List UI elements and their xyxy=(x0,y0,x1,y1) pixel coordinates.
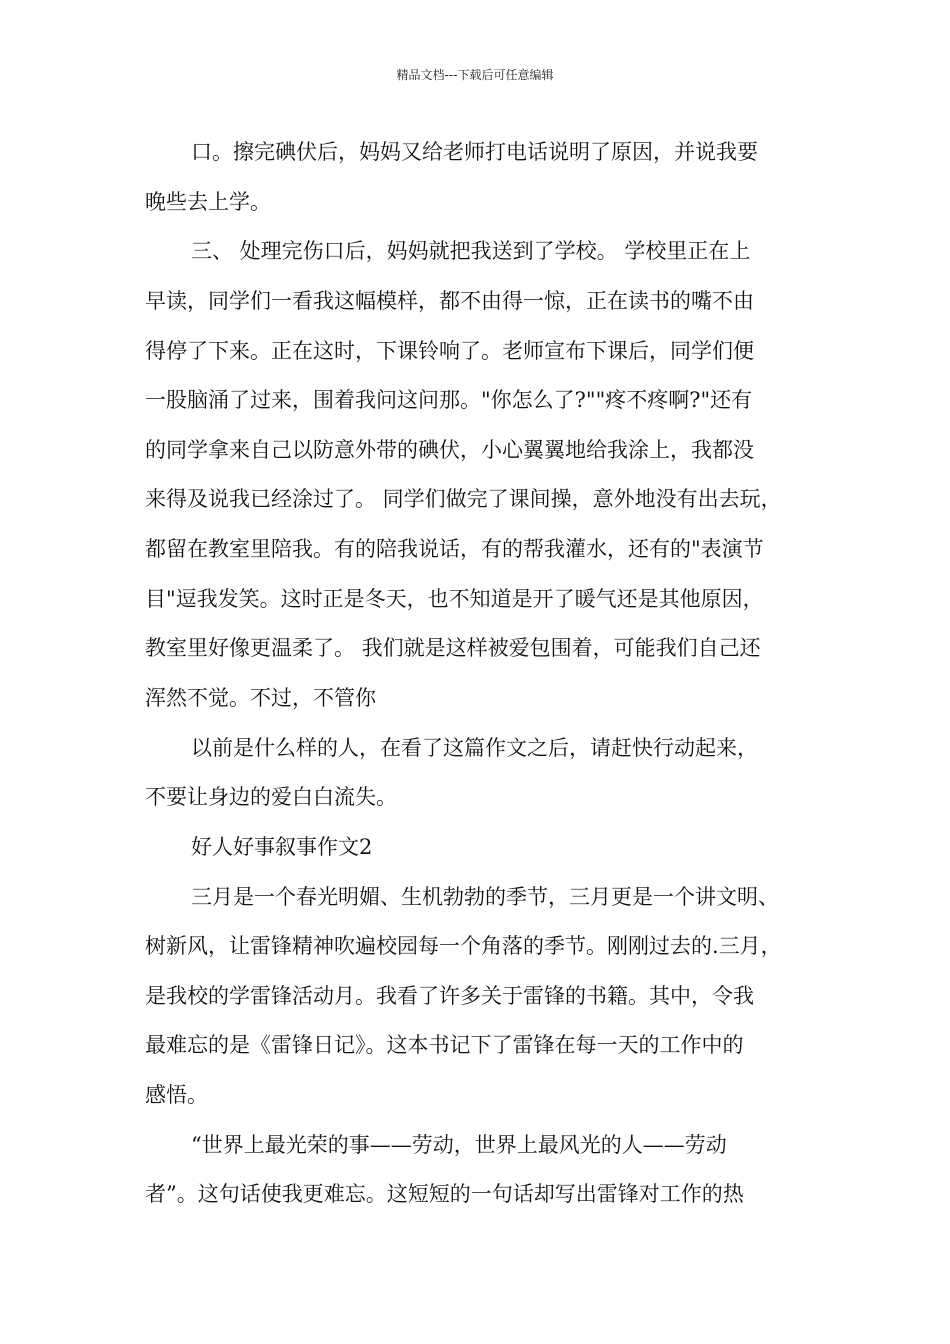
text-line: 的同学拿来自己以防意外带的碘伏，小心翼翼地给我涂上，我都没 xyxy=(145,438,754,462)
text-line: 最难忘的是《雷锋日记》。这本书记下了雷锋在每一天的工作中的 xyxy=(145,1033,744,1057)
page-header: 精品文档---下载后可任意编辑 xyxy=(396,68,554,82)
text-line: 早读，同学们一看我这幅模样，都不由得一惊，正在读书的嘴不由 xyxy=(145,289,754,313)
text-line: “世界上最光荣的事——劳动，世界上最风光的人——劳动 xyxy=(191,1133,727,1157)
text-line: 浑然不觉。不过，不管你 xyxy=(145,686,376,710)
text-line: 得停了下来。正在这时，下课铃响了。老师宣布下课后，同学们便 xyxy=(145,339,754,363)
text-line: 口。擦完碘伏后，妈妈又给老师打电话说明了原因，并说我要 xyxy=(191,140,758,164)
text-line: 都留在教室里陪我。有的陪我说话，有的帮我灌水，还有的"表演节 xyxy=(145,537,764,561)
text-line: 三、 处理完伤口后，妈妈就把我送到了学校。 学校里正在上 xyxy=(191,239,751,263)
text-line: 不要让身边的爱白白流失。 xyxy=(145,785,397,809)
text-line: 树新风，让雷锋精神吹遍校园每一个角落的季节。刚刚过去的.三月， xyxy=(145,934,782,958)
text-line: 教室里好像更温柔了。 我们就是这样被爱包围着，可能我们自己还 xyxy=(145,636,761,660)
text-line: 晚些去上学。 xyxy=(145,190,271,214)
text-line: 以前是什么样的人，在看了这篇作文之后，请赶快行动起来， xyxy=(191,736,758,760)
text-line: 目"逗我发笑。这时正是冬天，也不知道是开了暖气还是其他原因， xyxy=(145,587,764,611)
text-line: 一股脑涌了过来，围着我问这问那。"你怎么了?""疼不疼啊?"还有 xyxy=(145,388,753,412)
section-title: 好人好事叙事作文2 xyxy=(191,835,373,859)
text-line: 是我校的学雷锋活动月。我看了许多关于雷锋的书籍。其中，令我 xyxy=(145,984,754,1008)
text-line: 三月是一个春光明媚、生机勃勃的季节，三月更是一个讲文明、 xyxy=(191,885,779,909)
text-line: 者”。这句话使我更难忘。这短短的一句话却写出雷锋对工作的热 xyxy=(145,1182,744,1206)
text-line: 感悟。 xyxy=(145,1083,208,1107)
text-line: 来得及说我已经涂过了。 同学们做完了课间操，意外地没有出去玩， xyxy=(145,487,782,511)
